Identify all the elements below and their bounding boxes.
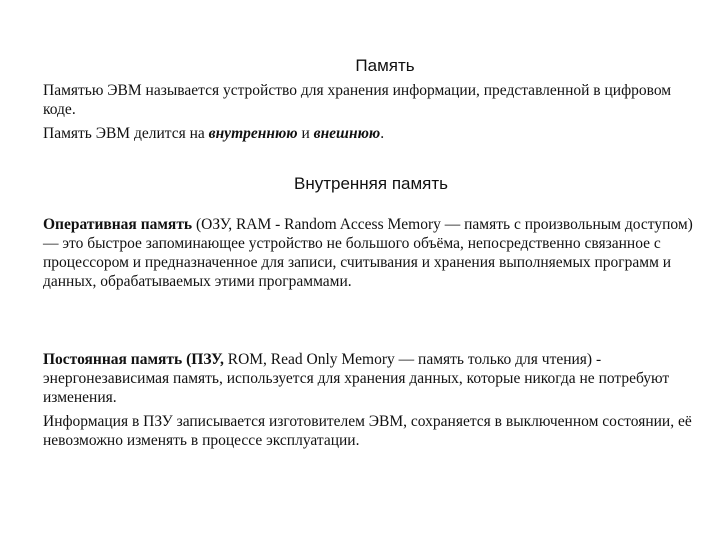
section-subtitle: Внутренняя память [293, 174, 449, 193]
rom-paragraph [43, 350, 703, 407]
ram-term: Оперативная память [43, 216, 193, 233]
division-prefix: Память ЭВМ делится на [43, 125, 209, 142]
division-suffix: . [380, 125, 385, 142]
internal-term: внутреннюю [208, 125, 298, 142]
rom-term: Постоянная память (ПЗУ, [43, 351, 224, 368]
rom-body: ROM, Read Only Memory — память только для чтения) - энергонезависимая память, используется для хранения данных, которые никогда не потребуют изменения. [43, 351, 670, 406]
ram-paragraph [43, 215, 703, 291]
memory-definition: Памятью ЭВМ называется устройство для хранения информации, представленной в цифровом коде. [43, 82, 672, 118]
rom-info-paragraph: Информация в ПЗУ записывается изготовителем ЭВМ, сохраняется в выключенном состоянии, её невозможно изменять в процессе эксплуатации. [43, 413, 692, 449]
slide-title: Память [355, 56, 415, 75]
external-term: внешнюю [313, 125, 381, 142]
ram-body: (ОЗУ, RAM - Random Access Memory — память с произвольным доступом) — это быстрое запоминающее устройство не большого объёма, непосредственно связанное с процессором и предназначенное для записи, считывания и хранения выполняемых программ и данных, обрабатываемых этими программами. [43, 216, 693, 290]
memory-division [43, 124, 703, 143]
and-word: и [297, 125, 314, 142]
